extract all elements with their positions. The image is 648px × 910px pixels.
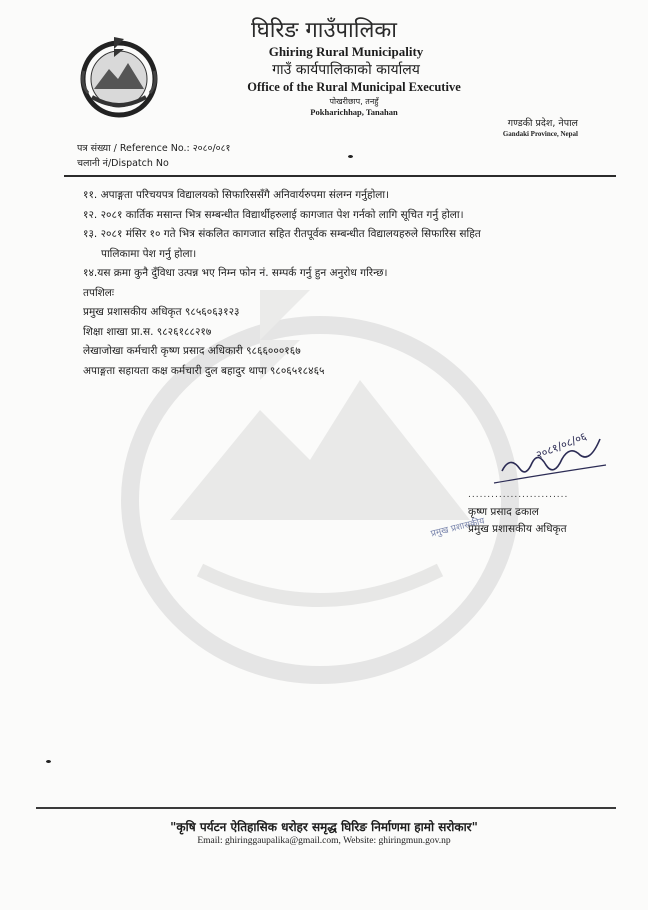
letter-body — [83, 186, 588, 381]
ink-mark — [348, 155, 353, 158]
dispatch-number: चलानी नं/Dispatch No — [77, 158, 169, 169]
municipality-name-np: घिरिङ गाउँपालिका — [251, 18, 397, 43]
ink-mark — [46, 760, 51, 763]
reference-number: पत्र संख्या / Reference No.: २०८०/०८१ — [77, 143, 231, 154]
body-line: पालिकामा पेश गर्नु होला। — [101, 247, 197, 260]
province-np: गण्डकी प्रदेश, नेपाल — [507, 118, 578, 129]
location-np: पोखरीछाप, तनहुँ — [329, 97, 379, 106]
office-name-np: गाउँ कार्यपालिकाको कार्यालय — [272, 62, 420, 78]
municipality-name-en: Ghiring Rural Municipality — [268, 44, 424, 59]
header-divider — [64, 175, 616, 177]
body-line: प्रमुख प्रशासकीय अधिकृत ९८५६०६३१२३ — [83, 306, 240, 318]
body-line: १२. २०८१ कार्तिक मसान्त भित्र सम्बन्धीत विद्यार्थीहरुलाई कागजात पेश गर्नको लागि सूचित गर्नु होला। — [83, 208, 464, 221]
location-en: Pokharichhap, Tanahan — [310, 107, 398, 117]
signatory-name: कृष्ण प्रसाद ढकाल — [468, 506, 539, 518]
signature-date: २०८१/०८/०६ — [534, 429, 589, 462]
signatory-block — [468, 487, 618, 538]
handwritten-signature — [480, 425, 620, 495]
footer-divider — [36, 807, 616, 809]
signatory-title: प्रमुख प्रशासकीय अधिकृत — [468, 523, 567, 535]
body-line: तपशिलः — [83, 286, 115, 299]
body-line: अपाङ्गता सहायता कक्ष कर्मचारी दुल बहादुर थापा ९८०६५१८४६५ — [83, 364, 325, 377]
footer-contact: Email: ghiringgaupalika@gmail.com, Website: ghiringmun.gov.np — [197, 836, 451, 846]
signature-dots: .......................... — [468, 490, 569, 500]
body-line: शिक्षा शाखा प्रा.स. ९८२६१८८२१७ — [83, 325, 212, 338]
body-line: लेखाजोखा कर्मचारी कृष्ण प्रसाद अधिकारी ९८६६०००१६७ — [83, 345, 301, 357]
footer-slogan: "कृषि पर्यटन ऐतिहासिक धरोहर समृद्ध घिरिङ निर्माणमा हामो सरोकार" — [170, 820, 478, 834]
body-line: १३. २०८१ मंसिर १० गते भित्र संकलित कागजात सहित रीतपूर्वक सम्बन्धीत विद्यालयहरुले सिफारिस सहित — [83, 228, 481, 240]
province-en: Gandaki Province, Nepal — [502, 130, 578, 138]
body-line: १४.यस क्रमा कुनै दुँविधा उत्पन्न भए निम्न फोन नं. सम्पर्क गर्नु हुन अनुरोध गरिन्छ। — [83, 267, 388, 279]
office-stamp: प्रमुख प्रशासकीय — [429, 516, 486, 540]
body-line: ११. अपाङ्गता परिचयपत्र विद्यालयको सिफारिससँगै अनिवार्यरुपमा संलग्न गर्नुहोला। — [83, 189, 390, 201]
office-name-en: Office of the Rural Municipal Executive — [247, 80, 461, 94]
